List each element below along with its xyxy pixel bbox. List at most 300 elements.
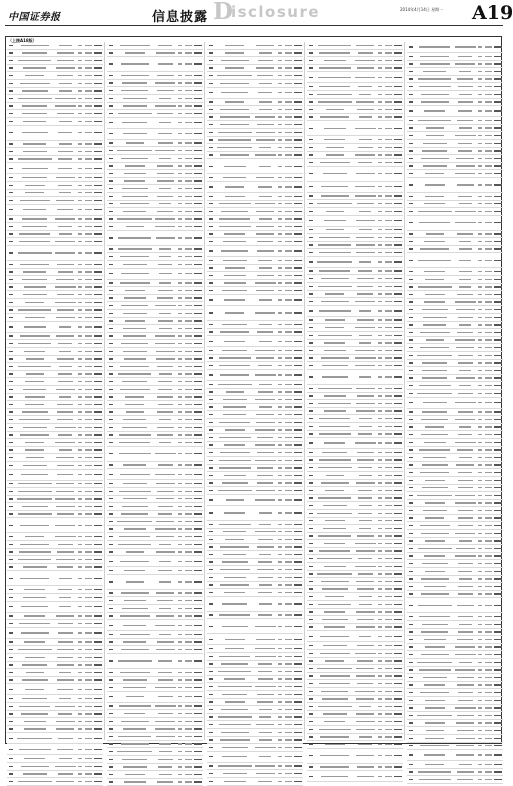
table-cell bbox=[215, 312, 254, 313]
illegible-text-mark bbox=[209, 116, 213, 117]
illegible-text-mark bbox=[23, 121, 46, 122]
table-cell bbox=[254, 324, 278, 325]
table-cell bbox=[254, 756, 278, 757]
illegible-text-mark bbox=[185, 335, 192, 336]
table-cell bbox=[383, 706, 393, 707]
table-cell bbox=[54, 373, 78, 374]
table-row bbox=[7, 409, 103, 417]
illegible-text-mark bbox=[385, 729, 392, 730]
illegible-text-mark bbox=[278, 429, 282, 430]
illegible-text-mark bbox=[321, 482, 349, 483]
table-cell bbox=[93, 457, 103, 458]
illegible-text-mark bbox=[123, 641, 146, 642]
table-cell bbox=[315, 736, 354, 737]
table-row bbox=[207, 347, 303, 355]
table-cell bbox=[307, 147, 315, 148]
table-row bbox=[407, 132, 503, 140]
table-row bbox=[207, 99, 303, 107]
table-cell bbox=[107, 551, 115, 552]
illegible-text-mark bbox=[109, 98, 113, 99]
illegible-text-mark bbox=[85, 302, 92, 303]
table-cell bbox=[183, 381, 193, 382]
table-cell bbox=[7, 632, 15, 633]
table-cell bbox=[7, 143, 15, 144]
table-cell bbox=[193, 404, 203, 405]
illegible-text-mark bbox=[194, 142, 202, 143]
illegible-text-mark bbox=[278, 267, 282, 268]
illegible-text-mark bbox=[259, 218, 272, 219]
illegible-text-mark bbox=[223, 554, 246, 555]
table-cell bbox=[307, 173, 315, 174]
illegible-text-mark bbox=[94, 427, 102, 428]
illegible-text-mark bbox=[257, 275, 274, 276]
illegible-text-mark bbox=[421, 94, 449, 95]
illegible-text-mark bbox=[478, 222, 482, 223]
table-cell bbox=[115, 105, 154, 106]
table-cell bbox=[7, 302, 15, 303]
illegible-text-mark bbox=[18, 252, 52, 253]
table-cell bbox=[283, 154, 293, 155]
table-cell bbox=[7, 615, 15, 616]
table-cell bbox=[293, 490, 303, 491]
table-cell bbox=[307, 706, 315, 707]
illegible-text-mark bbox=[255, 747, 276, 748]
table-cell bbox=[7, 544, 15, 545]
table-cell bbox=[215, 626, 254, 627]
illegible-text-mark bbox=[22, 168, 48, 169]
table-cell bbox=[254, 499, 278, 500]
table-cell bbox=[193, 608, 203, 609]
illegible-text-mark bbox=[57, 513, 74, 514]
table-cell bbox=[283, 250, 293, 251]
illegible-text-mark bbox=[94, 279, 102, 280]
illegible-text-mark bbox=[278, 260, 282, 261]
illegible-text-mark bbox=[294, 357, 302, 358]
table-cell bbox=[307, 596, 315, 597]
table-cell bbox=[7, 597, 15, 598]
table-cell bbox=[483, 94, 493, 95]
table-row bbox=[107, 439, 203, 447]
table-cell bbox=[293, 92, 303, 93]
table-cell bbox=[315, 433, 354, 434]
illegible-text-mark bbox=[326, 211, 344, 212]
illegible-text-mark bbox=[21, 606, 48, 607]
table-cell bbox=[407, 127, 415, 128]
table-cell bbox=[383, 162, 393, 163]
table-cell bbox=[393, 604, 403, 605]
illegible-text-mark bbox=[385, 683, 392, 684]
illegible-text-mark bbox=[9, 389, 13, 390]
table-cell bbox=[354, 286, 378, 287]
illegible-text-mark bbox=[94, 233, 102, 234]
illegible-text-mark bbox=[378, 186, 382, 187]
table-cell bbox=[183, 282, 193, 283]
table-row bbox=[207, 129, 303, 137]
table-cell bbox=[93, 75, 103, 76]
table-cell bbox=[93, 177, 103, 178]
table-cell bbox=[83, 506, 93, 507]
table-cell bbox=[7, 60, 15, 61]
illegible-text-mark bbox=[22, 90, 48, 91]
table-cell bbox=[315, 588, 354, 589]
illegible-text-mark bbox=[59, 83, 72, 84]
illegible-text-mark bbox=[94, 218, 102, 219]
illegible-text-mark bbox=[494, 241, 502, 242]
table-row bbox=[307, 182, 403, 193]
illegible-text-mark bbox=[194, 679, 202, 680]
table-cell bbox=[7, 121, 15, 122]
illegible-text-mark bbox=[325, 327, 344, 328]
table-row bbox=[207, 536, 303, 544]
illegible-text-mark bbox=[109, 113, 113, 114]
illegible-text-mark bbox=[494, 46, 502, 47]
illegible-text-mark bbox=[124, 781, 146, 782]
illegible-text-mark bbox=[109, 713, 113, 714]
table-cell bbox=[315, 452, 354, 453]
illegible-text-mark bbox=[78, 271, 82, 272]
table-cell bbox=[315, 713, 354, 714]
illegible-text-mark bbox=[219, 467, 251, 468]
table-cell bbox=[454, 101, 478, 102]
illegible-text-mark bbox=[124, 600, 146, 601]
illegible-text-mark bbox=[124, 713, 145, 714]
table-row bbox=[207, 619, 303, 634]
table-row bbox=[207, 182, 303, 193]
illegible-text-mark bbox=[78, 664, 82, 665]
table-cell bbox=[183, 759, 193, 760]
illegible-text-mark bbox=[278, 577, 282, 578]
illegible-text-mark bbox=[209, 639, 213, 640]
illegible-text-mark bbox=[23, 773, 47, 774]
table-row bbox=[7, 156, 103, 164]
table-cell bbox=[293, 437, 303, 438]
table-cell bbox=[7, 773, 15, 774]
table-cell bbox=[283, 52, 293, 53]
illegible-text-mark bbox=[209, 531, 213, 532]
table-row bbox=[307, 472, 403, 480]
table-cell bbox=[454, 241, 478, 242]
table-cell bbox=[293, 275, 303, 276]
table-row bbox=[407, 148, 503, 156]
illegible-text-mark bbox=[109, 513, 113, 514]
illegible-text-mark bbox=[394, 237, 402, 238]
illegible-text-mark bbox=[409, 233, 413, 234]
table-cell bbox=[183, 521, 193, 522]
table-cell bbox=[193, 273, 203, 274]
illegible-text-mark bbox=[78, 758, 82, 759]
illegible-text-mark bbox=[209, 739, 213, 740]
table-cell bbox=[54, 271, 78, 272]
illegible-text-mark bbox=[409, 46, 413, 47]
illegible-text-mark bbox=[85, 241, 92, 242]
illegible-text-mark bbox=[155, 625, 175, 626]
illegible-text-mark bbox=[294, 218, 302, 219]
table-cell bbox=[215, 739, 254, 740]
illegible-text-mark bbox=[194, 122, 202, 123]
table-row bbox=[307, 688, 403, 696]
table-cell bbox=[293, 166, 303, 167]
illegible-text-mark bbox=[378, 418, 382, 419]
illegible-text-mark bbox=[194, 188, 202, 189]
illegible-text-mark bbox=[178, 521, 182, 522]
illegible-text-mark bbox=[178, 483, 182, 484]
table-cell bbox=[383, 342, 393, 343]
illegible-text-mark bbox=[409, 165, 413, 166]
illegible-text-mark bbox=[309, 566, 313, 567]
illegible-text-mark bbox=[126, 581, 144, 582]
table-cell bbox=[183, 696, 193, 697]
illegible-text-mark bbox=[58, 632, 73, 633]
illegible-text-mark bbox=[285, 124, 292, 125]
table-cell bbox=[193, 474, 203, 475]
illegible-text-mark bbox=[278, 482, 282, 483]
table-cell bbox=[7, 606, 15, 607]
table-row bbox=[207, 306, 303, 321]
illegible-text-mark bbox=[85, 513, 92, 514]
table-cell bbox=[154, 474, 178, 475]
table-cell bbox=[154, 687, 178, 688]
table-cell bbox=[415, 158, 454, 159]
table-cell bbox=[93, 513, 103, 514]
table-cell bbox=[15, 434, 54, 435]
table-cell bbox=[54, 83, 78, 84]
table-cell bbox=[183, 615, 193, 616]
table-cell bbox=[7, 151, 15, 152]
illegible-text-mark bbox=[359, 116, 372, 117]
illegible-text-mark bbox=[394, 319, 402, 320]
illegible-text-mark bbox=[357, 67, 374, 68]
illegible-text-mark bbox=[159, 98, 171, 99]
table-cell bbox=[393, 203, 403, 204]
illegible-text-mark bbox=[109, 142, 113, 143]
illegible-text-mark bbox=[85, 649, 92, 650]
illegible-text-mark bbox=[178, 634, 182, 635]
illegible-text-mark bbox=[178, 180, 182, 181]
table-cell bbox=[207, 437, 215, 438]
illegible-text-mark bbox=[126, 142, 144, 143]
table-row bbox=[307, 616, 403, 624]
table-cell bbox=[393, 433, 403, 434]
illegible-text-mark bbox=[285, 592, 292, 593]
table-cell bbox=[107, 218, 115, 219]
table-cell bbox=[107, 419, 115, 420]
illegible-text-mark bbox=[185, 290, 192, 291]
illegible-text-mark bbox=[185, 634, 192, 635]
illegible-text-mark bbox=[457, 233, 473, 234]
table-row bbox=[407, 106, 503, 117]
table-cell bbox=[315, 626, 354, 627]
table-row bbox=[307, 249, 403, 257]
illegible-text-mark bbox=[224, 577, 246, 578]
table-cell bbox=[107, 320, 115, 321]
illegible-text-mark bbox=[123, 419, 146, 420]
illegible-text-mark bbox=[258, 678, 273, 679]
illegible-text-mark bbox=[225, 101, 244, 102]
table-row bbox=[307, 242, 403, 250]
table-cell bbox=[307, 433, 315, 434]
illegible-text-mark bbox=[385, 211, 392, 212]
illegible-text-mark bbox=[494, 165, 502, 166]
table-cell bbox=[407, 222, 415, 223]
illegible-text-mark bbox=[259, 554, 271, 555]
table-cell bbox=[154, 660, 178, 661]
table-cell bbox=[454, 78, 478, 79]
illegible-text-mark bbox=[320, 162, 350, 163]
table-cell bbox=[354, 558, 378, 559]
table-cell bbox=[283, 147, 293, 148]
illegible-text-mark bbox=[285, 739, 292, 740]
table-cell bbox=[54, 773, 78, 774]
illegible-text-mark bbox=[25, 185, 45, 186]
table-cell bbox=[7, 279, 15, 280]
illegible-text-mark bbox=[158, 660, 172, 661]
table-cell bbox=[83, 373, 93, 374]
illegible-text-mark bbox=[109, 122, 113, 123]
table-cell bbox=[393, 543, 403, 544]
table-cell bbox=[283, 341, 293, 342]
illegible-text-mark bbox=[378, 766, 382, 767]
illegible-text-mark bbox=[378, 459, 382, 460]
table-cell bbox=[215, 226, 254, 227]
table-cell bbox=[193, 536, 203, 537]
table-cell bbox=[415, 78, 454, 79]
illegible-text-mark bbox=[285, 663, 292, 664]
illegible-text-mark bbox=[158, 672, 172, 673]
table-cell bbox=[354, 116, 378, 117]
illegible-text-mark bbox=[278, 250, 282, 251]
illegible-text-mark bbox=[385, 713, 392, 714]
table-cell bbox=[115, 528, 154, 529]
illegible-text-mark bbox=[85, 67, 92, 68]
illegible-text-mark bbox=[118, 248, 152, 249]
illegible-text-mark bbox=[355, 60, 375, 61]
table-cell bbox=[115, 297, 154, 298]
illegible-text-mark bbox=[478, 211, 482, 212]
illegible-text-mark bbox=[219, 724, 251, 725]
illegible-text-mark bbox=[394, 147, 402, 148]
table-cell bbox=[83, 52, 93, 53]
illegible-text-mark bbox=[256, 139, 275, 140]
illegible-text-mark bbox=[123, 98, 147, 99]
illegible-text-mark bbox=[385, 596, 392, 597]
table-cell bbox=[7, 657, 15, 658]
illegible-text-mark bbox=[385, 365, 392, 366]
table-cell bbox=[115, 453, 154, 454]
table-cell bbox=[154, 248, 178, 249]
table-row bbox=[7, 654, 103, 662]
illegible-text-mark bbox=[478, 165, 482, 166]
table-cell bbox=[7, 264, 15, 265]
table-cell bbox=[93, 83, 103, 84]
illegible-text-mark bbox=[223, 177, 246, 178]
table-cell bbox=[315, 475, 354, 476]
illegible-text-mark bbox=[9, 226, 13, 227]
table-cell bbox=[54, 52, 78, 53]
table-cell bbox=[383, 581, 393, 582]
illegible-text-mark bbox=[356, 244, 375, 245]
illegible-text-mark bbox=[156, 351, 175, 352]
illegible-text-mark bbox=[78, 264, 82, 265]
table-row bbox=[107, 496, 203, 504]
illegible-text-mark bbox=[294, 773, 302, 774]
table-cell bbox=[207, 124, 215, 125]
table-cell bbox=[15, 728, 54, 729]
table-cell bbox=[254, 475, 278, 476]
table-row bbox=[307, 65, 403, 73]
illegible-text-mark bbox=[56, 200, 74, 201]
illegible-text-mark bbox=[478, 233, 482, 234]
illegible-text-mark bbox=[85, 589, 92, 590]
illegible-text-mark bbox=[78, 623, 82, 624]
table-cell bbox=[193, 649, 203, 650]
table-cell bbox=[183, 592, 193, 593]
table-cell bbox=[283, 391, 293, 392]
illegible-text-mark bbox=[194, 561, 202, 562]
table-cell bbox=[7, 241, 15, 242]
table-cell bbox=[207, 312, 215, 313]
table-cell bbox=[107, 521, 115, 522]
illegible-text-mark bbox=[178, 165, 182, 166]
table-row bbox=[107, 103, 203, 111]
table-cell bbox=[15, 326, 54, 327]
table-cell bbox=[493, 78, 503, 79]
table-row bbox=[107, 541, 203, 549]
illegible-text-mark bbox=[394, 293, 402, 294]
table-cell bbox=[383, 713, 393, 714]
illegible-text-mark bbox=[194, 396, 202, 397]
table-row bbox=[107, 533, 203, 541]
table-cell bbox=[315, 77, 354, 78]
illegible-text-mark bbox=[9, 302, 13, 303]
illegible-text-mark bbox=[178, 581, 182, 582]
illegible-text-mark bbox=[494, 196, 502, 197]
illegible-text-mark bbox=[225, 52, 244, 53]
table-cell bbox=[293, 260, 303, 261]
table-row bbox=[307, 764, 403, 772]
illegible-text-mark bbox=[109, 600, 113, 601]
illegible-text-mark bbox=[285, 166, 292, 167]
table-cell bbox=[154, 679, 178, 680]
table-cell bbox=[183, 320, 193, 321]
table-cell bbox=[393, 490, 403, 491]
illegible-text-mark bbox=[385, 52, 392, 53]
table-cell bbox=[115, 728, 154, 729]
table-row bbox=[307, 385, 403, 393]
table-cell bbox=[83, 168, 93, 169]
table-cell bbox=[254, 299, 278, 300]
table-cell bbox=[193, 506, 203, 507]
table-cell bbox=[215, 83, 254, 84]
table-cell bbox=[115, 411, 154, 412]
illegible-text-mark bbox=[9, 442, 13, 443]
illegible-text-mark bbox=[356, 668, 374, 669]
table-row bbox=[307, 658, 403, 666]
illegible-text-mark bbox=[309, 442, 313, 443]
illegible-text-mark bbox=[309, 776, 313, 777]
table-cell bbox=[393, 101, 403, 102]
table-cell bbox=[254, 132, 278, 133]
illegible-text-mark bbox=[94, 309, 102, 310]
illegible-text-mark bbox=[385, 357, 392, 358]
illegible-text-mark bbox=[9, 168, 13, 169]
table-cell bbox=[493, 241, 503, 242]
illegible-text-mark bbox=[185, 113, 192, 114]
table-cell bbox=[354, 573, 378, 574]
table-cell bbox=[15, 758, 54, 759]
table-cell bbox=[107, 536, 115, 537]
table-cell bbox=[207, 331, 215, 332]
illegible-text-mark bbox=[94, 396, 102, 397]
